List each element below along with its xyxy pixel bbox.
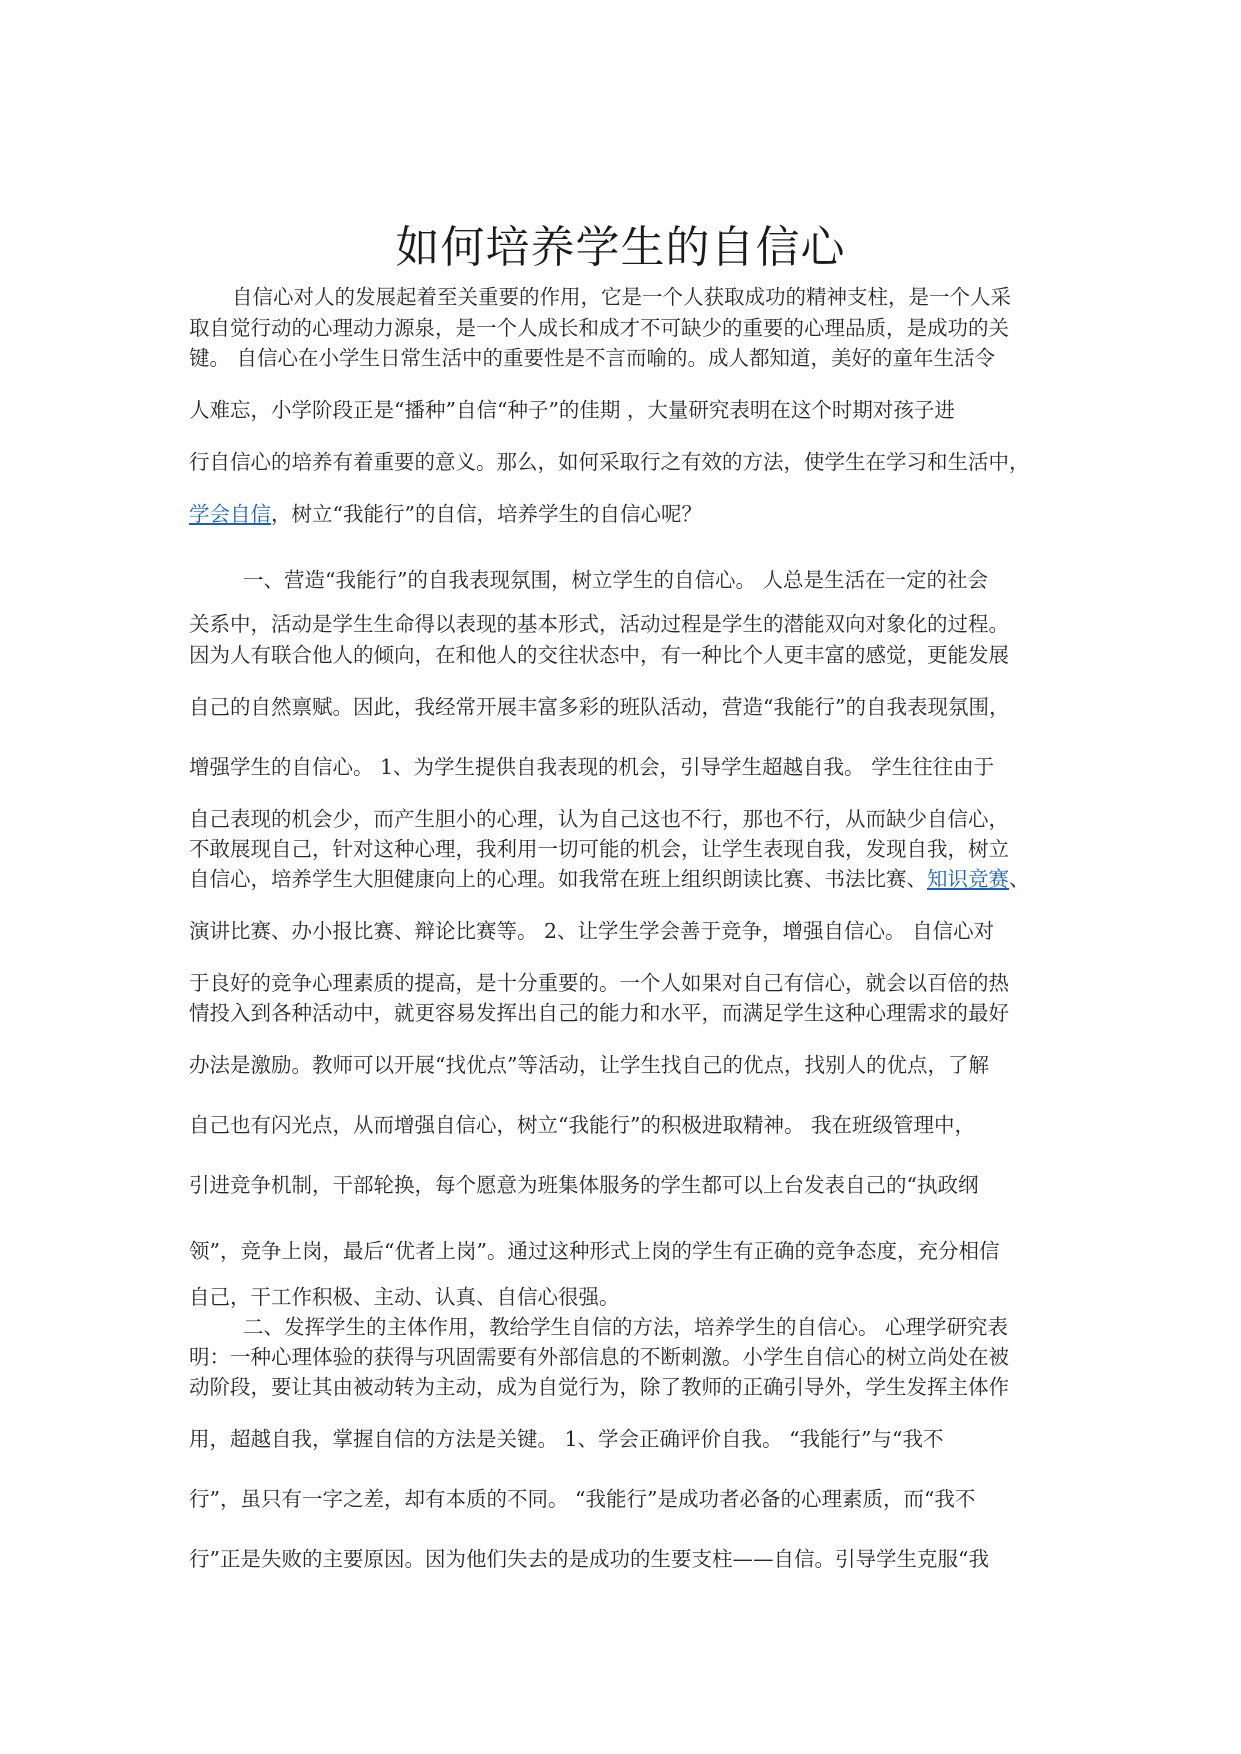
paragraph-line: 情投入到各种活动中，就更容易发挥出自己的能力和水平，而满足学生这种心理需求的最好 — [189, 1001, 1009, 1025]
paragraph-line-text: 自信心，培养学生大胆健康向上的心理。如我常在班上组织朗读比赛、书法比赛、 — [189, 867, 927, 891]
paragraph-line: 领”，竞争上岗，最后“优者上岗”。通过这种形式上岗的学生有正确的竞争态度，充分相信 — [189, 1239, 1000, 1263]
paragraph-line-rest: ，树立“我能行”的自信，培养学生的自信心呢？ — [271, 502, 702, 526]
paragraph-line: 不敢展现自己，针对这种心理，我利用一切可能的机会，让学生表现自我，发现自我，树立 — [189, 837, 1009, 861]
paragraph-line: 人难忘，小学阶段正是“播种”自信“种子”的佳期 ，大量研究表明在这个时期对孩子进 — [189, 398, 955, 422]
paragraph-line: 自己，干工作积极、主动、认真、自信心很强。 — [189, 1285, 620, 1309]
paragraph-line: 关系中，活动是学生生命得以表现的基本形式，活动过程是学生的潜能双向对象化的过程。 — [189, 612, 1009, 636]
paragraph-line: 办法是激励。教师可以开展“找优点”等活动，让学生找自己的优点，找别人的优点，了解 — [189, 1053, 989, 1077]
paragraph-line: 自己表现的机会少，而产生胆小的心理，认为自己这也不行，那也不行，从而缺少自信心， — [189, 807, 1009, 831]
paragraph-line: 行自信心的培养有着重要的意义。那么，如何采取行之有效的方法，使学生在学习和生活中， — [189, 450, 1030, 474]
paragraph-line: 自己也有闪光点，从而增强自信心，树立“我能行”的积极进取精神。 我在班级管理中， — [189, 1113, 975, 1137]
paragraph-line: 演讲比赛、办小报比赛、辩论比赛等。 2、让学生学会善于竞争，增强自信心。 自信心对 — [189, 919, 995, 943]
learn-confidence-link[interactable]: 学会自信 — [189, 502, 271, 526]
paragraph-line: 行”，虽只有一字之差，却有本质的不同。 “我能行”是成功者必备的心理素质，而“我不 — [189, 1487, 976, 1511]
paragraph-line: 自己的自然禀赋。因此，我经常开展丰富多彩的班队活动，营造“我能行”的自我表现氛围， — [189, 695, 1010, 719]
paragraph-line: 明：一种心理体验的获得与巩固需要有外部信息的不断刺激。小学生自信心的树立尚处在被 — [189, 1345, 1009, 1369]
paragraph-line: 因为人有联合他人的倾向，在和他人的交往状态中，有一种比个人更丰富的感觉，更能发展 — [189, 643, 1009, 667]
paragraph-line: 键。 自信心在小学生日常生活中的重要性是不言而喻的。成人都知道，美好的童年生活令 — [189, 346, 996, 370]
paragraph-line: 于良好的竞争心理素质的提高，是十分重要的。一个人如果对自己有信心，就会以百倍的热 — [189, 971, 1009, 995]
paragraph-line: 用，超越自我，掌握自信的方法是关键。 1、学会正确评价自我。 “我能行”与“我不 — [189, 1427, 944, 1451]
paragraph-line: 行”正是失败的主要原因。因为他们失去的是成功的生要支柱——自信。引导学生克服“我 — [189, 1547, 989, 1571]
knowledge-contest-link[interactable]: 知识竞赛 — [927, 867, 1009, 891]
paragraph-line: 引进竞争机制，干部轮换，每个愿意为班集体服务的学生都可以上台发表自己的“执政纲 — [189, 1173, 979, 1197]
paragraph-line: 动阶段，要让其由被动转为主动，成为自觉行为，除了教师的正确引导外，学生发挥主体作 — [189, 1375, 1009, 1399]
document-title: 如何培养学生的自信心 — [395, 222, 846, 273]
paragraph-line: 取自觉行动的心理动力源泉，是一个人成长和成才不可缺少的重要的心理品质，是成功的关 — [189, 316, 1009, 340]
paragraph-line-with-link — [189, 499, 702, 529]
paragraph-line: 自信心对人的发展起着至关重要的作用，它是一个人获取成功的精神支柱，是一个人采 — [232, 285, 1011, 309]
section-heading-line: 二、发挥学生的主体作用，教给学生自信的方法，培养学生的自信心。 心理学研究表 — [243, 1315, 1009, 1339]
paragraph-line-with-link — [189, 864, 1030, 894]
paragraph-line-rest: 、 — [1009, 867, 1030, 891]
paragraph-line: 增强学生的自信心。 1、为学生提供自我表现的机会，引导学生超越自我。 学生往往由于 — [189, 755, 995, 779]
section-heading-line: 一、营造“我能行”的自我表现氛围，树立学生的自信心。 人总是生活在一定的社会 — [243, 568, 988, 592]
